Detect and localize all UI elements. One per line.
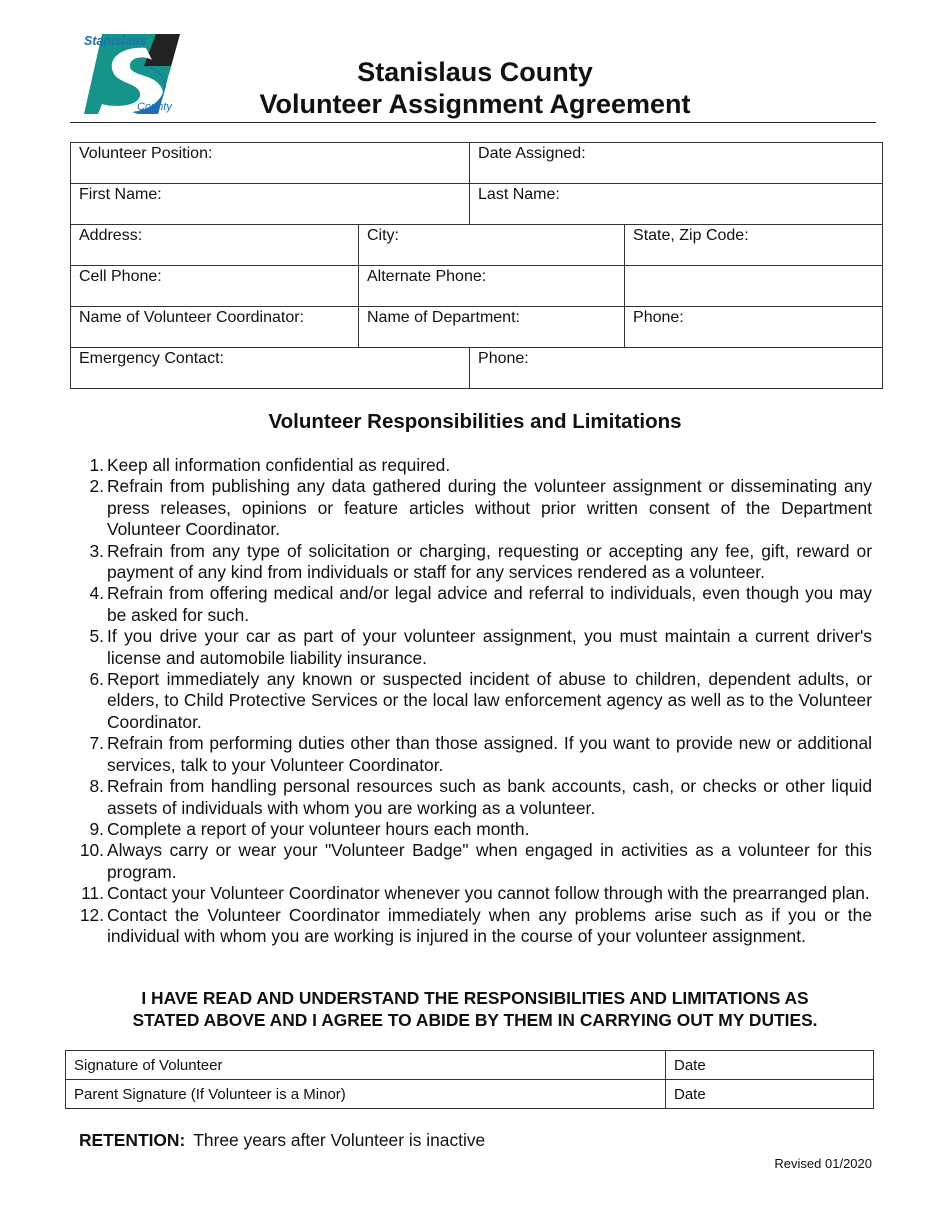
- logo-text-bottom: County: [137, 101, 172, 113]
- signature-table: [65, 1050, 874, 1109]
- volunteer-signature-field[interactable]: [66, 1051, 666, 1080]
- item-number: 11.: [81, 883, 104, 904]
- item-number: 8.: [89, 776, 104, 797]
- list-item: [72, 626, 872, 669]
- emergency-contact-label: Emergency Contact:: [79, 350, 224, 367]
- last-name-field[interactable]: [470, 184, 883, 225]
- address-field[interactable]: [71, 225, 359, 266]
- acknowledgement-line-2: STATED ABOVE AND I AGREE TO ABIDE BY THEM IN CARRYING OUT MY DUTIES.: [132, 1010, 818, 1030]
- item-text: Contact your Volunteer Coordinator whenever you cannot follow through with the prearranged plan.: [107, 883, 870, 904]
- item-text: Contact the Volunteer Coordinator immediately when any problems arise such as if you or the individual with whom you are working is injured in the course of your volunteer assignment.: [107, 904, 872, 946]
- address-label: Address:: [79, 227, 143, 244]
- title-county: Stanislaus County: [357, 57, 593, 87]
- parent-signature-label: Parent Signature (If Volunteer is a Minor): [74, 1085, 346, 1103]
- department-name-label: Name of Department:: [367, 309, 520, 326]
- last-name-label: Last Name:: [478, 186, 560, 203]
- department-phone-field[interactable]: [625, 307, 883, 348]
- header-divider: [70, 122, 876, 123]
- volunteer-date-field[interactable]: [666, 1051, 874, 1080]
- county-logo-graphic: [82, 30, 182, 116]
- first-name-label: First Name:: [79, 186, 162, 203]
- list-item: [72, 583, 872, 626]
- parent-date-label: Date: [674, 1085, 706, 1103]
- first-name-field[interactable]: [71, 184, 470, 225]
- list-item: [72, 905, 872, 948]
- item-text: Keep all information confidential as required.: [107, 455, 451, 475]
- department-phone-label: Phone:: [633, 309, 684, 326]
- logo-text-top: Stanislaus: [84, 34, 147, 48]
- item-number: 3.: [89, 540, 104, 561]
- page-title: [180, 56, 770, 120]
- item-number: 9.: [89, 818, 104, 839]
- city-label: City:: [367, 227, 399, 244]
- coordinator-name-field[interactable]: [71, 307, 359, 348]
- state-zip-label: State, Zip Code:: [633, 227, 749, 244]
- emergency-contact-field[interactable]: [71, 348, 470, 389]
- volunteer-info-form: [70, 142, 883, 389]
- cell-phone-label: Cell Phone:: [79, 268, 162, 285]
- item-text: Always carry or wear your "Volunteer Badge" when engaged in activities as a volunteer for this program.: [107, 840, 872, 882]
- acknowledgement-statement: [90, 987, 860, 1031]
- state-zip-field[interactable]: [625, 225, 883, 266]
- date-assigned-label: Date Assigned:: [478, 145, 586, 162]
- list-item: [72, 541, 872, 584]
- item-number: 6.: [89, 669, 104, 690]
- item-text: If you drive your car as part of your volunteer assignment, you must maintain a current driver's license and automobile liability insurance.: [107, 626, 872, 668]
- alternate-phone-field[interactable]: [359, 266, 625, 307]
- list-item: [72, 840, 872, 883]
- responsibilities-list: [72, 455, 872, 947]
- list-item: [72, 476, 872, 540]
- item-number: 7.: [89, 733, 104, 754]
- coordinator-name-label: Name of Volunteer Coordinator:: [79, 309, 305, 326]
- list-item: [72, 669, 872, 733]
- list-item: [72, 455, 872, 476]
- emergency-phone-label: Phone:: [478, 350, 529, 367]
- item-text: Report immediately any known or suspected incident of abuse to children, dependent adults, or elders, to Child Protective Services or the local law enforcement agency as well as to the Volunteer Coordinator.: [107, 669, 872, 732]
- list-item: [72, 883, 872, 904]
- item-text: Complete a report of your volunteer hours each month.: [107, 818, 530, 839]
- item-text: Refrain from any type of solicitation or charging, requesting or accepting any fee, gift, reward or payment of any kind from individuals or staff for any services rendered as a volunteer.: [107, 540, 872, 583]
- blank-field[interactable]: [625, 266, 883, 307]
- retention-label: RETENTION:: [79, 1130, 186, 1150]
- list-item: [72, 819, 872, 840]
- revision-date: Revised 01/2020: [774, 1156, 872, 1171]
- date-assigned-field[interactable]: [470, 143, 883, 184]
- item-number: 10.: [79, 840, 104, 861]
- parent-date-field[interactable]: [666, 1080, 874, 1109]
- item-text: Refrain from publishing any data gathered during the volunteer assignment or disseminating any press releases, opinions or feature articles without prior written consent of the Department Volunteer Coordinator.: [107, 476, 872, 540]
- city-field[interactable]: [359, 225, 625, 266]
- emergency-phone-field[interactable]: [470, 348, 883, 389]
- department-name-field[interactable]: [359, 307, 625, 348]
- item-text: Refrain from handling personal resources such as bank accounts, cash, or checks or other liquid assets of individuals with whom you are working as a volunteer.: [107, 776, 872, 818]
- item-number: 2.: [89, 476, 104, 497]
- acknowledgement-line-1: I HAVE READ AND UNDERSTAND THE RESPONSIBILITIES AND LIMITATIONS AS: [141, 988, 809, 1008]
- volunteer-position-label: Volunteer Position:: [79, 145, 213, 162]
- volunteer-date-label: Date: [674, 1056, 706, 1074]
- responsibilities-heading: Volunteer Responsibilities and Limitations: [268, 410, 682, 433]
- list-item: [72, 776, 872, 819]
- item-number: 12.: [79, 904, 104, 925]
- item-text: Refrain from performing duties other than those assigned. If you want to provide new or additional services, talk to your Volunteer Coordinator.: [107, 733, 872, 775]
- item-number: 5.: [89, 626, 104, 647]
- cell-phone-field[interactable]: [71, 266, 359, 307]
- item-text: Refrain from offering medical and/or legal advice and referral to individuals, even though you may be asked for such.: [107, 583, 872, 625]
- alternate-phone-label: Alternate Phone:: [367, 268, 487, 285]
- parent-signature-field[interactable]: [66, 1080, 666, 1109]
- volunteer-signature-label: Signature of Volunteer: [74, 1056, 223, 1074]
- retention-note: [79, 1130, 485, 1151]
- volunteer-position-field[interactable]: [71, 143, 470, 184]
- retention-text: Three years after Volunteer is inactive: [193, 1130, 486, 1150]
- item-number: 1.: [89, 455, 104, 475]
- county-logo: [82, 30, 182, 116]
- title-agreement: Volunteer Assignment Agreement: [259, 89, 691, 119]
- item-number: 4.: [89, 583, 104, 604]
- list-item: [72, 733, 872, 776]
